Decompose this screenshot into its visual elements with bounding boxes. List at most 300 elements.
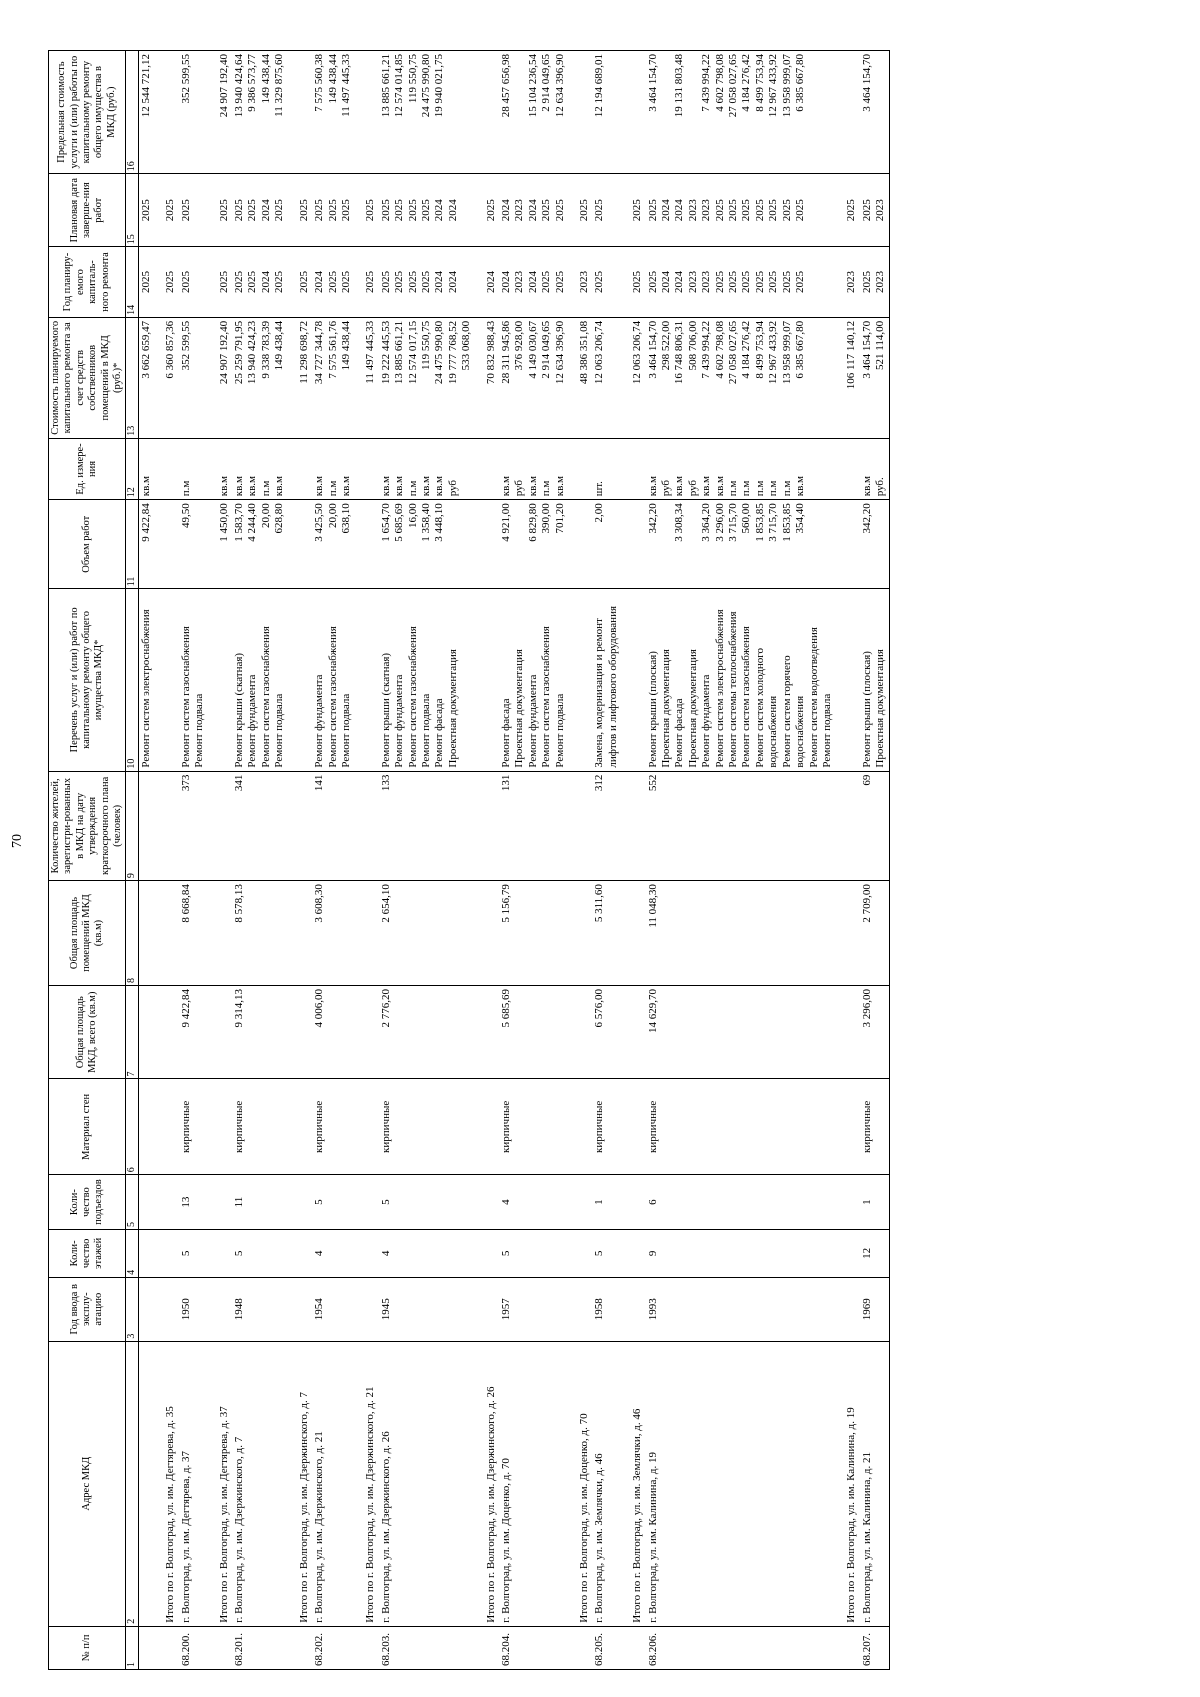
total-label: Итого по г. Волгоград, ул. им. Дегтярева, д. 37	[208, 1341, 232, 1626]
limit-cell-line	[660, 54, 673, 170]
floors-count: 5	[592, 1229, 621, 1277]
empty-cell	[139, 1626, 155, 1669]
limit-cell-line: 12 544 721,12	[140, 54, 153, 118]
entrances-count: 4	[499, 1175, 568, 1230]
unit-cell-line: п.м	[740, 480, 753, 497]
empty-cell	[139, 1341, 155, 1626]
date-cell-line: 2025	[339, 199, 352, 222]
cost-cell-line: 376 928,00	[513, 320, 526, 371]
total-area: 9 422,84	[179, 985, 208, 1078]
volume-cell-line: 1 853,85	[780, 503, 793, 542]
empty-cell	[354, 771, 378, 880]
wall-material: кирпичные	[646, 1079, 836, 1175]
limit-cell	[312, 51, 354, 174]
work-item: Ремонт фундамента	[700, 674, 713, 768]
cost-cell-line: 19 777 768,52	[446, 320, 459, 385]
table-row	[592, 51, 621, 1670]
empty-cell	[154, 589, 178, 771]
date-cell-line: 2023	[686, 199, 699, 222]
date-cell-line: 2025	[727, 199, 740, 222]
date-cell-line: 2025	[273, 199, 286, 222]
header-col-5: Коли-чество подъездов	[49, 1175, 126, 1230]
date-cell-line: 2025	[140, 199, 153, 222]
empty-cell	[208, 1277, 232, 1341]
volume-cell-line: 3 296,00	[713, 503, 726, 542]
unit-cell-line: руб	[446, 479, 459, 497]
volume-cell-line: 3 715,70	[727, 503, 740, 542]
cost-cell-line: 34 727 344,78	[313, 320, 326, 385]
volume-cell-line	[687, 503, 700, 585]
year-cell-line: 2025	[767, 271, 780, 294]
empty-cell	[835, 1079, 859, 1175]
cost-cell-line: 6 385 667,80	[794, 320, 807, 379]
date-cell	[860, 174, 889, 247]
cost-cell	[232, 317, 288, 438]
limit-cell-line: 149 438,44	[326, 54, 339, 104]
wall-material: кирпичные	[860, 1079, 889, 1175]
works-cell	[646, 589, 836, 771]
empty-cell	[568, 881, 592, 986]
limit-cell-line: 3 464 154,70	[860, 54, 873, 112]
unit-cell-line: кв.м	[433, 476, 446, 497]
date-cell	[232, 174, 288, 247]
table-row	[179, 51, 208, 1670]
date-cell-line: 2025	[379, 199, 392, 222]
unit-cell-line: кв.м	[713, 476, 726, 497]
total-volume	[354, 500, 378, 589]
empty-cell	[354, 589, 378, 771]
empty-cell	[139, 985, 155, 1078]
empty-cell	[475, 589, 499, 771]
col-number-9: 9	[126, 771, 139, 880]
empty-cell	[354, 881, 378, 986]
limit-cell-line: 12 574 014,85	[393, 54, 406, 118]
volume-cell-line: 20,00	[259, 503, 272, 529]
date-cell-line: 2025	[313, 199, 326, 222]
limit-cell-line: 12 634 396,90	[553, 54, 566, 118]
page-number: 70	[10, 834, 25, 848]
year-cell-line: 2025	[727, 271, 740, 294]
works-cell	[312, 589, 354, 771]
empty-cell	[354, 1175, 378, 1230]
empty-cell	[288, 1079, 312, 1175]
volume-cell	[860, 500, 889, 589]
unit-cell-line: руб.	[874, 477, 887, 497]
empty-cell	[208, 1175, 232, 1230]
cost-cell-line: 13 940 424,23	[246, 320, 259, 385]
total-limit	[475, 51, 499, 174]
volume-cell-line: 1 853,85	[753, 503, 766, 542]
address-cell: г. Волгоград, ул. им. Калинина, д. 21	[860, 1341, 889, 1626]
unit-cell-line: кв.м	[233, 476, 246, 497]
wall-material: кирпичные	[179, 1079, 208, 1175]
volume-cell-line: 1 654,70	[379, 503, 392, 542]
work-item: Проектная документация	[874, 649, 887, 768]
year-cell-line: 2023	[686, 271, 699, 294]
year-built: 1958	[592, 1277, 621, 1341]
total-limit	[568, 51, 592, 174]
header-col-6: Материал стен	[49, 1079, 126, 1175]
empty-cell	[288, 881, 312, 986]
total-volume	[568, 500, 592, 589]
cost-cell-line: 4 602 798,08	[713, 320, 726, 379]
row-number: 68.206.	[646, 1626, 836, 1669]
work-item: Ремонт систем электроснабжения	[713, 609, 726, 768]
unit-cell-line	[193, 442, 206, 497]
limit-cell-line: 2 914 049,65	[540, 54, 553, 112]
year-cell-line: 2024	[313, 271, 326, 294]
limit-cell-line	[447, 54, 460, 170]
unit-cell-line: руб	[686, 479, 699, 497]
floors-count: 9	[646, 1229, 836, 1277]
total-date: 2025	[154, 174, 178, 247]
total-row	[835, 51, 859, 1670]
limit-cell-line: 3 464 154,70	[646, 54, 659, 112]
work-item: Ремонт крыши (плоская)	[860, 651, 873, 768]
empty-cell	[288, 1175, 312, 1230]
total-year: 2025	[621, 247, 645, 318]
cost-cell-line: 12 063 206,74	[593, 320, 606, 385]
cost-cell-line: 27 058 027,65	[727, 320, 740, 385]
total-volume	[621, 500, 645, 589]
volume-cell-line: 4 921,00	[499, 503, 512, 542]
unit-cell-line: кв.м	[860, 476, 873, 497]
empty-cell	[154, 1079, 178, 1175]
cost-cell-line: 521 114,00	[874, 320, 887, 370]
limit-cell-line: 11 329 875,60	[273, 54, 286, 117]
limit-cell-line	[874, 54, 887, 170]
year-cell-line: 2025	[419, 271, 432, 294]
date-cell-line: 2025	[753, 199, 766, 222]
total-area: 9 314,13	[232, 985, 288, 1078]
header-col-15: Плановая дата заверше-ния работ	[49, 174, 126, 247]
empty-cell	[475, 1079, 499, 1175]
unit-cell-line: кв.м	[419, 476, 432, 497]
date-cell-line: 2025	[794, 199, 807, 222]
empty-cell	[354, 1229, 378, 1277]
volume-cell-line: 9 422,84	[140, 503, 153, 542]
year-cell-line: 2024	[499, 271, 512, 294]
cost-cell	[860, 317, 889, 438]
date-cell	[179, 174, 208, 247]
wall-material: кирпичные	[592, 1079, 621, 1175]
work-item: Ремонт подвала	[419, 693, 432, 768]
unit-cell	[139, 438, 155, 500]
total-date: 2025	[208, 174, 232, 247]
work-item: Ремонт систем газоснабжения	[259, 626, 272, 768]
empty-cell	[139, 881, 155, 986]
date-cell-line: 2025	[593, 199, 606, 222]
unit-cell-line: кв.м	[794, 476, 807, 497]
empty-cell	[835, 771, 859, 880]
empty-cell	[475, 1175, 499, 1230]
col-number-8: 8	[126, 881, 139, 986]
empty-cell	[835, 1229, 859, 1277]
total-unit	[568, 438, 592, 500]
empty-cell	[354, 1079, 378, 1175]
total-cost: 48 386 351,08	[568, 317, 592, 438]
header-col-2: Адрес МКД	[49, 1341, 126, 1626]
total-date: 2025	[354, 174, 378, 247]
cost-cell-line: 119 550,75	[419, 320, 432, 370]
col-number-4: 4	[126, 1229, 139, 1277]
wall-material: кирпичные	[232, 1079, 288, 1175]
work-item: Проектная документация	[446, 649, 459, 768]
total-limit	[288, 51, 312, 174]
year-cell-line: 2025	[326, 271, 339, 294]
total-year: 2025	[154, 247, 178, 318]
year-built: 1948	[232, 1277, 288, 1341]
cost-cell-line: 12 634 396,90	[553, 320, 566, 385]
entrances-count: 1	[592, 1175, 621, 1230]
unit-cell-line: кв.м	[339, 476, 352, 497]
empty-cell	[139, 1277, 155, 1341]
year-cell-line: 2025	[233, 271, 246, 294]
year-cell-line: 2025	[646, 271, 659, 294]
date-cell-line: 2025	[767, 199, 780, 222]
total-year: 2025	[208, 247, 232, 318]
volume-cell-line: 6 829,80	[526, 503, 539, 542]
cost-cell-line: 7 439 994,22	[700, 320, 713, 379]
empty-cell	[621, 589, 645, 771]
year-cell-line: 2024	[259, 271, 272, 294]
empty-cell	[568, 1626, 592, 1669]
total-year: 2023	[835, 247, 859, 318]
total-label: Итого по г. Волгоград, ул. им. Дзержинского, д. 26	[475, 1341, 499, 1626]
total-unit	[835, 438, 859, 500]
volume-cell-line: 16,00	[406, 503, 419, 529]
limit-cell-line: 15 104 236,54	[526, 54, 539, 118]
empty-cell	[568, 1079, 592, 1175]
date-cell-line: 2025	[179, 199, 192, 222]
unit-cell-line: руб	[513, 479, 526, 497]
residents-count: 69	[860, 771, 889, 880]
total-unit	[154, 438, 178, 500]
total-year: 2025	[354, 247, 378, 318]
work-item: Ремонт систем газоснабжения	[406, 626, 419, 768]
header-col-9: Количество жителей, зарегистри-рованных в МКД на дату утверждения краткосрочного плана (человек)	[49, 771, 126, 880]
cost-cell-line: 9 338 783,39	[259, 320, 272, 379]
unit-cell	[379, 438, 475, 500]
year-cell-line: 2025	[379, 271, 392, 294]
volume-cell-line: 20,00	[326, 503, 339, 529]
unit-cell	[312, 438, 354, 500]
rooms-area: 2 654,10	[379, 881, 475, 986]
works-cell	[592, 589, 621, 771]
limit-cell	[592, 51, 621, 174]
header-col-11: Объем работ	[49, 500, 126, 589]
cost-cell-line: 3 464 154,70	[646, 320, 659, 379]
rooms-area: 8 668,84	[179, 881, 208, 986]
unit-cell-line: руб	[660, 479, 673, 497]
header-row	[49, 51, 126, 1670]
limit-cell	[379, 51, 475, 174]
volume-cell-line: 4 244,40	[246, 503, 259, 542]
volume-cell-line	[874, 503, 887, 585]
limit-cell-line: 13 940 424,64	[233, 54, 246, 118]
empty-cell	[208, 1626, 232, 1669]
col-number-11: 11	[126, 500, 139, 589]
header-col-4: Коли-чество этажей	[49, 1229, 126, 1277]
unit-cell-line: кв.м	[526, 476, 539, 497]
date-cell-line: 2024	[526, 199, 539, 222]
total-row	[475, 51, 499, 1670]
cost-cell-line: 24 475 990,80	[433, 320, 446, 385]
header-col-16: Предельная стоимость услуги и (или) работы по капитальному ремонту общего имущества в МКД (руб.)	[49, 51, 126, 174]
date-cell-line: 2025	[553, 199, 566, 222]
total-volume	[835, 500, 859, 589]
rooms-area: 3 608,30	[312, 881, 354, 986]
limit-cell-line: 9 386 573,77	[246, 54, 259, 112]
year-cell-line: 2024	[673, 271, 686, 294]
entrances-count: 5	[312, 1175, 354, 1230]
empty-cell	[621, 1277, 645, 1341]
empty-cell	[154, 1626, 178, 1669]
empty-cell	[475, 1626, 499, 1669]
year-cell-line: 2025	[339, 271, 352, 294]
date-cell-line: 2024	[446, 199, 459, 222]
year-cell-line: 2025	[753, 271, 766, 294]
total-year: 2023	[568, 247, 592, 318]
year-cell-line: 2025	[393, 271, 406, 294]
work-item: Замена, модернизация и ремонт лифтов и лифтового оборудования	[593, 605, 619, 768]
total-label: Итого по г. Волгоград, ул. им. Калинина, д. 19	[835, 1341, 859, 1626]
empty-cell	[288, 771, 312, 880]
date-cell-line: 2025	[780, 199, 793, 222]
total-year: 2024	[475, 247, 499, 318]
work-item: Ремонт систем холодного водоснабжения	[753, 647, 780, 768]
unit-cell	[646, 438, 836, 500]
total-unit	[621, 438, 645, 500]
total-cost: 11 497 445,33	[354, 317, 378, 438]
limit-cell-line: 19 131 803,48	[673, 54, 686, 118]
year-built: 1993	[646, 1277, 836, 1341]
year-cell-line: 2025	[740, 271, 753, 294]
limit-cell-line: 24 475 990,80	[419, 54, 432, 118]
col-number-6: 6	[126, 1079, 139, 1175]
work-item: Ремонт систем водоотведения	[807, 627, 820, 768]
cost-cell-line: 12 967 433,92	[767, 320, 780, 385]
total-area: 6 576,00	[592, 985, 621, 1078]
volume-cell	[379, 500, 475, 589]
row-number: 68.207.	[860, 1626, 889, 1669]
cost-cell-line: 12 574 017,15	[406, 320, 419, 385]
total-date: 2025	[288, 174, 312, 247]
total-unit: кв.м	[208, 438, 232, 500]
total-volume: 1 450,00	[208, 500, 232, 589]
residents-count: 373	[179, 771, 208, 880]
limit-cell-line: 4 184 276,42	[740, 54, 753, 112]
empty-cell	[475, 985, 499, 1078]
date-cell-line: 2025	[540, 199, 553, 222]
work-item: Ремонт систем газоснабжения	[326, 626, 339, 768]
empty-cell	[568, 1175, 592, 1230]
total-area: 5 685,69	[499, 985, 568, 1078]
unit-cell	[232, 438, 288, 500]
cost-cell-line: 533 068,00	[460, 320, 473, 371]
wall-material: кирпичные	[379, 1079, 475, 1175]
unit-cell	[860, 438, 889, 500]
cost-cell-line: 8 499 753,94	[753, 320, 766, 379]
date-cell	[379, 174, 475, 247]
work-item: Ремонт систем газоснабжения	[540, 626, 553, 768]
year-cell	[646, 247, 836, 318]
date-cell-line: 2025	[393, 199, 406, 222]
repair-plan-table	[48, 50, 890, 1670]
volume-cell	[232, 500, 288, 589]
cost-cell-line: 298 522,00	[660, 320, 673, 371]
date-cell-line: 2025	[406, 199, 419, 222]
date-cell-line: 2025	[646, 199, 659, 222]
limit-cell	[499, 51, 568, 174]
entrances-count: 5	[379, 1175, 475, 1230]
wall-material: кирпичные	[312, 1079, 354, 1175]
empty-cell	[208, 589, 232, 771]
work-item: Ремонт фасада	[433, 698, 446, 768]
empty-cell	[835, 1277, 859, 1341]
total-label: Итого по г. Волгоград, ул. им. Доценко, д. 70	[568, 1341, 592, 1626]
volume-cell-line: 638,10	[339, 503, 352, 534]
unit-cell-line: кв.м	[646, 476, 659, 497]
address-cell: г. Волгоград, ул. им. Дзержинского, д. 7	[232, 1341, 288, 1626]
unit-cell-line: шт.	[593, 481, 606, 497]
unit-cell-line: п.м	[540, 480, 553, 497]
year-built: 1950	[179, 1277, 208, 1341]
volume-cell-line	[193, 503, 206, 585]
year-cell-line: 2024	[433, 271, 446, 294]
total-limit	[354, 51, 378, 174]
date-cell-line: 2025	[860, 199, 873, 222]
limit-cell-line: 13 885 661,21	[379, 54, 392, 118]
total-limit	[154, 51, 178, 174]
volume-cell-line: 354,40	[794, 503, 807, 534]
empty-cell	[835, 589, 859, 771]
empty-cell	[288, 985, 312, 1078]
cost-cell-line: 3 662 659,47	[140, 320, 153, 379]
table-row	[646, 51, 836, 1670]
total-date: 2025	[621, 174, 645, 247]
cost-cell-line: 508 706,00	[686, 320, 699, 371]
cost-cell-line: 13 885 661,21	[393, 320, 406, 385]
residents-count: 312	[592, 771, 621, 880]
unit-cell-line: п.м	[179, 480, 192, 497]
work-item: Проектная документация	[513, 649, 526, 768]
limit-cell-line	[513, 54, 526, 170]
col-number-16: 16	[126, 51, 139, 174]
year-cell	[592, 247, 621, 318]
cost-cell-line: 4 149 030,67	[526, 320, 539, 379]
limit-cell-line: 12 967 433,92	[767, 54, 780, 118]
date-cell-line: 2024	[499, 199, 512, 222]
total-unit	[288, 438, 312, 500]
year-cell-line: 2023	[700, 271, 713, 294]
year-cell-line: 2025	[860, 271, 873, 294]
total-unit	[354, 438, 378, 500]
column-numbers-row	[126, 51, 139, 1670]
limit-cell-line: 4 602 798,08	[713, 54, 726, 112]
empty-cell	[154, 1277, 178, 1341]
total-limit	[621, 51, 645, 174]
total-label: Итого по г. Волгоград, ул. им. Дзержинского, д. 21	[354, 1341, 378, 1626]
row-number: 68.203.	[379, 1626, 475, 1669]
total-cost: 70 832 988,43	[475, 317, 499, 438]
volume-cell-line: 3 425,50	[313, 503, 326, 542]
residents-count: 341	[232, 771, 288, 880]
total-date: 2025	[835, 174, 859, 247]
unit-cell-line: кв.м	[313, 476, 326, 497]
unit-cell-line: п.м	[767, 480, 780, 497]
total-area: 14 629,70	[646, 985, 836, 1078]
